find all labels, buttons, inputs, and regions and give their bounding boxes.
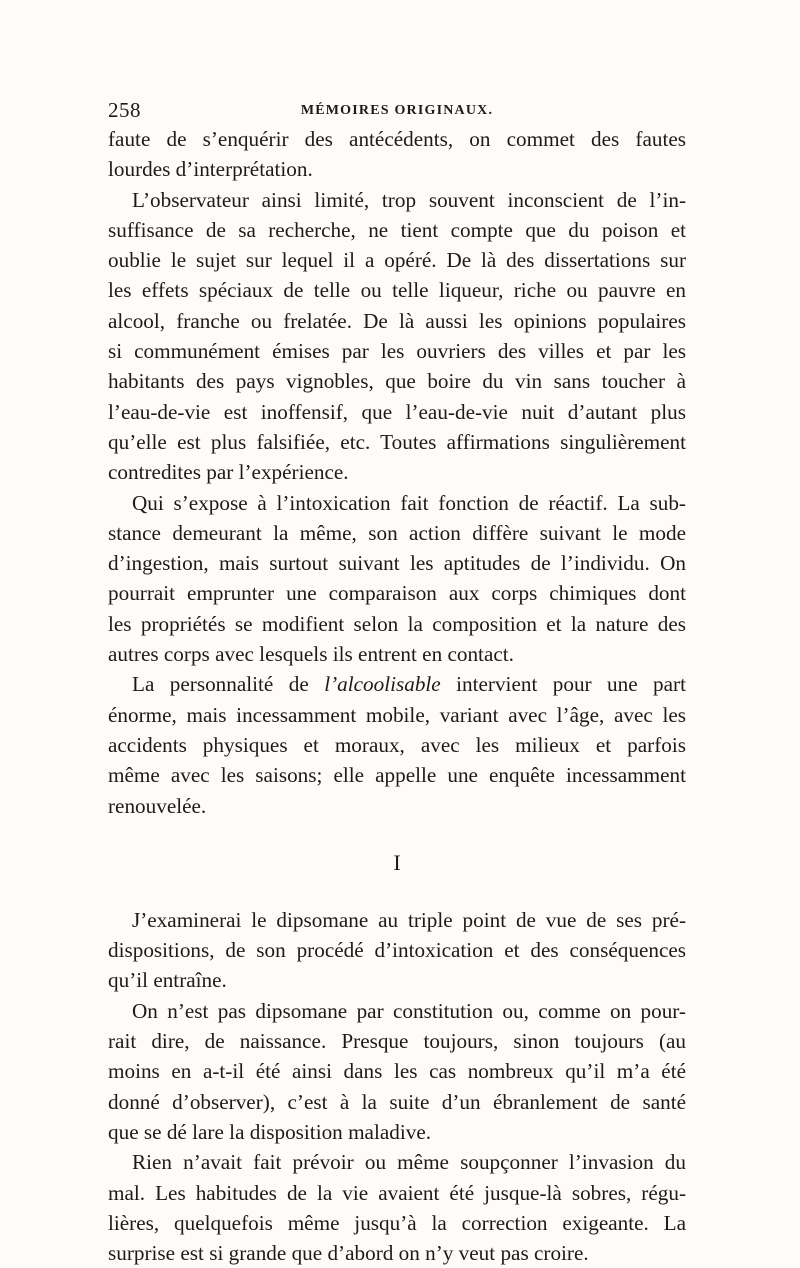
text-line: que se dé lare la disposition maladive. [108,1119,432,1144]
text-line: dispositions, de son procédé d’intoxication et des conséquences [108,938,686,963]
running-title: MÉMOIRES ORIGINAUX. [300,103,494,118]
paragraph [108,669,686,820]
text-line: suffisance de sa recherche, ne tient compte que du poison et [108,217,686,242]
section-numeral: I [393,849,401,875]
text-line: pourrait emprunter une comparaison aux corps chimiques dont [108,581,686,606]
text-line: mal. Les habitudes de la vie avaient été jusque-là sobres, régu- [108,1180,686,1205]
text-line: les propriétés se modifient selon la composition et la nature des [108,611,686,636]
text-line: l’eau-de-vie est inoffensif, que l’eau-de-vie nuit d’autant plus [108,399,686,424]
text-line: qu’elle est plus falsifiée, etc. Toutes affirmations singulièrement [108,429,686,454]
text-line: si communément émises par les ouvriers des villes et par les [108,339,686,364]
paragraph [108,488,686,670]
text-line [108,669,686,699]
text-line: alcool, franche ou frelatée. De là aussi les opinions populaires [108,308,686,333]
text-run: La personnalité de [132,672,325,697]
running-header [108,96,686,124]
text-line: L’observateur ainsi limité, trop souvent inconscient de l’in- [132,187,686,212]
text-line: autres corps avec lesquels ils entrent en contact. [108,642,514,667]
text-line: accidents physiques et moraux, avec les milieux et parfois [108,732,686,757]
text-line: même avec les saisons; elle appelle une enquête incessamment [108,763,686,788]
paragraph [108,905,686,996]
text-line: Qui s’expose à l’intoxication fait fonction de réactif. La sub- [132,490,686,515]
text-run: intervient pour une part [440,672,686,697]
paragraph [108,1147,686,1268]
italic-term: l’alcoolisable [324,672,441,697]
document-page [108,96,686,1268]
text-line: contredites par l’expérience. [108,460,349,485]
text-line: On n’est pas dipsomane par constitution ou, comme on pour- [132,998,686,1023]
text-line: d’ingestion, mais surtout suivant les aptitudes de l’individu. On [108,551,686,576]
text-line: oublie le sujet sur lequel il a opéré. De là des dissertations sur [108,248,686,273]
text-line: lourdes d’interprétation. [108,157,313,182]
text-line: qu’il entraîne. [108,968,227,993]
text-line: Rien n’avait fait prévoir ou même soupçonner l’invasion du [132,1150,686,1175]
paragraph [108,185,686,488]
text-line: rait dire, de naissance. Presque toujours, sinon toujours (au [108,1029,686,1054]
text-line: stance demeurant la même, son action diffère suivant le mode [108,520,686,545]
text-line: surprise est si grande que d’abord on n’y veut pas croire. [108,1241,589,1266]
text-line: lières, quelquefois même jusqu’à la correction exigeante. La [108,1210,686,1235]
paragraph [108,124,686,185]
text-line: habitants des pays vignobles, que boire du vin sans toucher à [108,369,686,394]
text-line: donné d’observer), c’est à la suite d’un ébranlement de santé [108,1089,686,1114]
text-line: les effets spéciaux de telle ou telle liqueur, riche ou pauvre en [108,278,686,303]
paragraph [108,996,686,1147]
text-line: faute de s’enquérir des antécédents, on commet des fautes [108,127,686,151]
text-line: moins en a-t-il été ainsi dans les cas nombreux qu’il m’a été [108,1059,686,1084]
text-line: J’examinerai le dipsomane au triple point de vue de ses pré- [132,907,686,932]
page-number: 258 [108,98,141,122]
text-line: énorme, mais incessamment mobile, variant avec l’âge, avec les [108,702,686,727]
text-line: renouvelée. [108,793,207,818]
